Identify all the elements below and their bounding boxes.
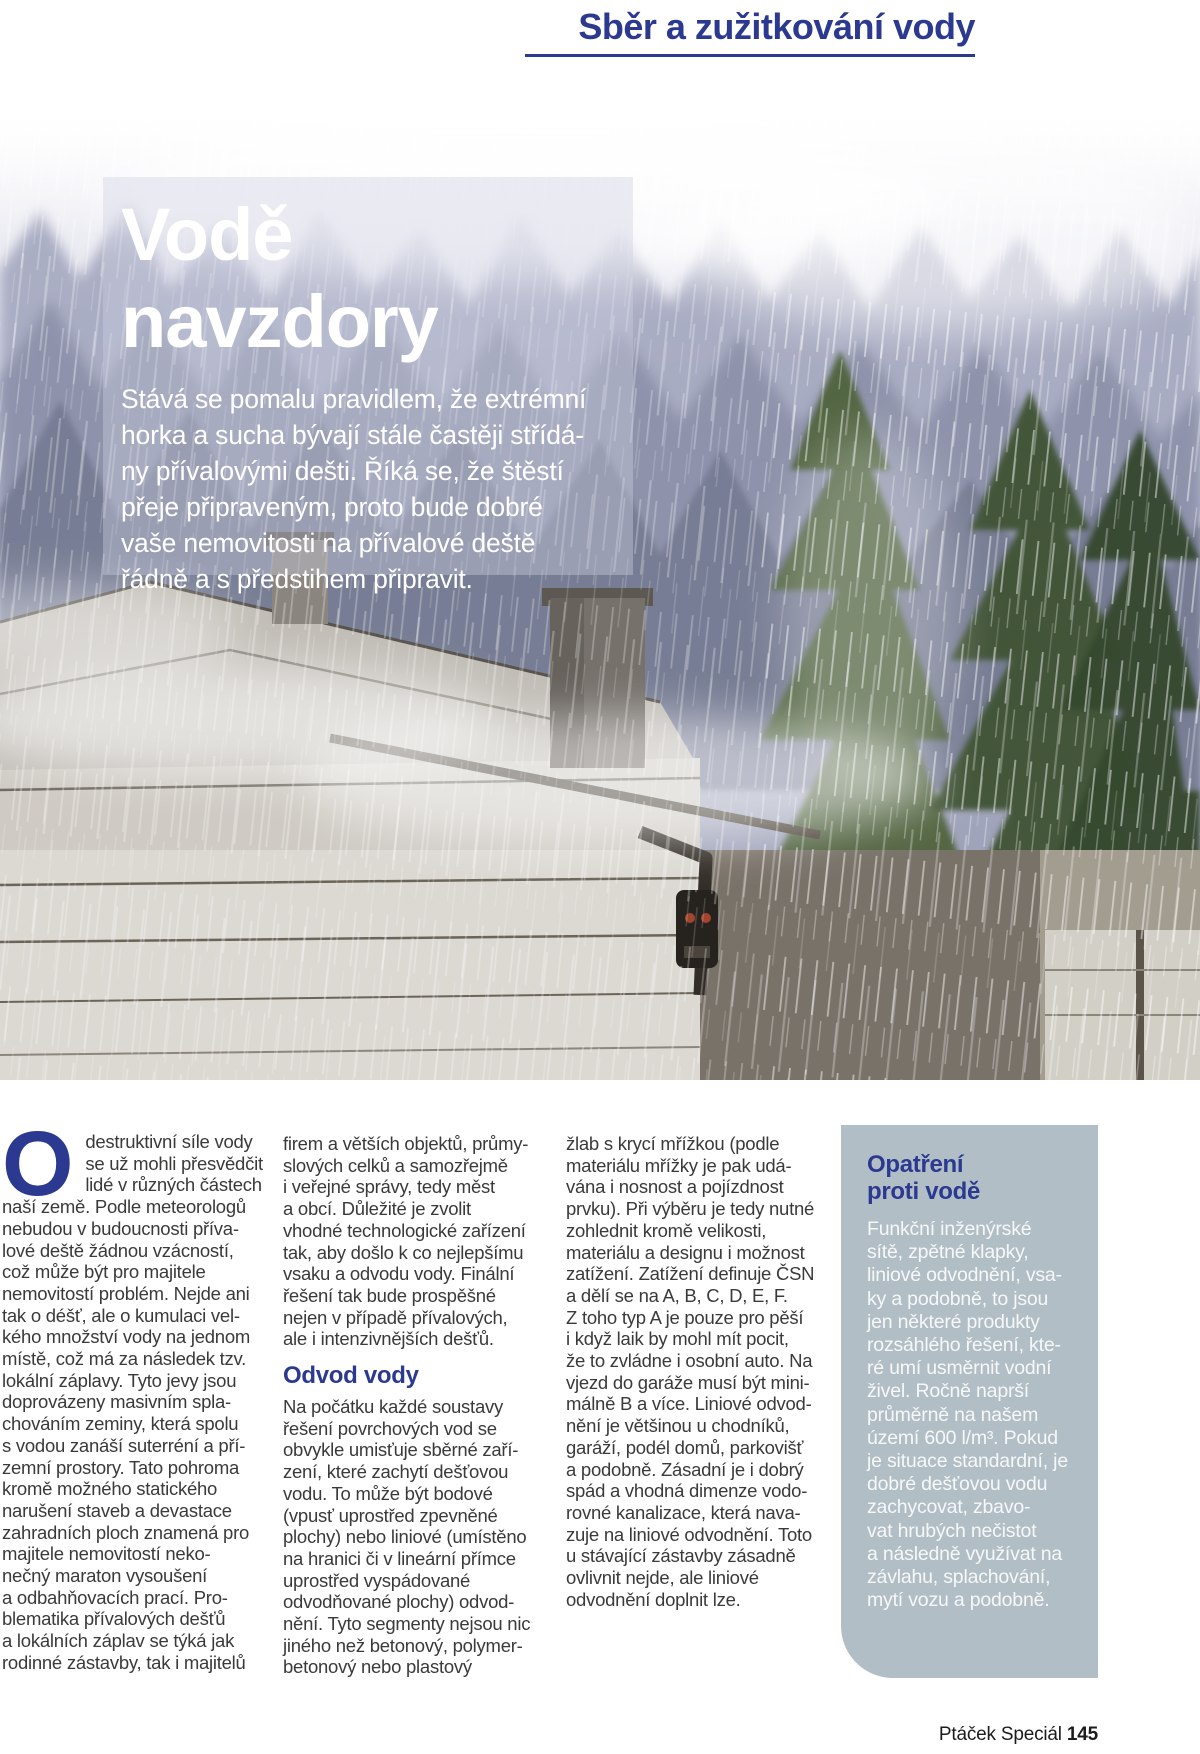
footer-page-number: 145	[1066, 1724, 1098, 1745]
column-3	[566, 1133, 832, 1610]
footer-brand: Ptáček Speciál	[938, 1724, 1062, 1745]
sidebar-heading	[867, 1151, 1098, 1205]
page-footer	[0, 1724, 1098, 1746]
kicker-underline	[525, 54, 975, 57]
kicker-title: Sběr a zužitkování vody	[578, 6, 975, 47]
hero-text-panel	[103, 177, 633, 594]
column-1	[2, 1113, 268, 1674]
article-title-line2: navzdory	[121, 280, 438, 363]
article-title-line1: Vodě	[121, 193, 293, 276]
column-1-text: destruktivní síle vody se už mohli přesvědčit lidé v různých částech naší země. Podle meteorologů nebudou v budoucnosti příva- lové deště žádnou vzácností, což může být pro majitele nemovitostí problém. Nejde ani tak o déšť, ale o kumulaci vel- kého množství vody na jednom místě, což má za následek tzv. lokální záplavy. Tyto jevy jsou doprovázeny masivním spla- chováním zeminy, která spolu s vodou zanáší suterréní a pří- zemní prostory. Tato pohroma kromě možného statického narušení staveb a devastace zahradních ploch znamená pro majitele nemovitostí neko- nečný maraton vysoušení a odbahňovacích prací. Pro- blematika přívalových dešťů a lokálních záplav se týká jak rodinné zástavby, tak i majitelů	[2, 1131, 263, 1673]
subheading-odvod-vody: Odvod vody	[283, 1362, 419, 1390]
dropcap: O	[2, 1113, 74, 1215]
hero-photo	[0, 90, 1200, 1080]
column-2-text-b: Na počátku každé soustavy řešení povrchových vod se obvykle umisťuje sběrné zaří- zení, které zachytí dešťovou vodu. To může být bodové (vpusť uprostřed zpevněné plochy) nebo liniové (umístěno na hranici či v lineární přímce uprostřed vyspádované odvodňované plochy) odvod- nění. Tyto segmenty nejsou nic jiného než betonový, polymer- betonový nebo plastový	[283, 1396, 531, 1678]
sidebar-box	[841, 1125, 1098, 1678]
sidebar-text: Funkční inženýrské sítě, zpětné klapky, liniové odvodnění, vsa- ky a podobně, to jsou jen některé produkty rozsáhlého řešení, kte- ré umí usměrnit vodní živel. Ročně naprší průměrně na našem území 600 l/m³. Pokud je situace standardní, je dobré dešťovou vodu zachycovat, zbavo- vat hrubých nečistot a následně využívat na závlahu, splachování, mytí vozu a podobně.	[867, 1218, 1068, 1612]
column-2	[283, 1133, 549, 1678]
column-3-text: žlab s krycí mřížkou (podle materiálu mřížky je pak udá- vána i nosnost a pojízdnost prvku). Při výběru je tedy nutné zohlednit kromě velikosti, materiálu a designu i možnost zatížení. Zatížení definuje ČSN a dělí se na A, B, C, D, E, F. Z toho typ A je pouze pro pěší i když laik by mohl mít pocit, že to zvládne i osobní auto. Na vjezd do garáže musí být mini- málně B a více. Liniové odvod- nění je většinou u chodníků, garáží, podél domů, parkovišť a podobně. Zásadní je i dobrý spád a vhodná dimenze vodo- rovné kanalizace, která nava- zuje na liniové odvodnění. Toto u stávající zástavby zásadně ovlivnit nejde, ale liniové odvodnění doplnit lze.	[566, 1133, 815, 1610]
sidebar-heading-line1: Opatření	[867, 1151, 964, 1178]
column-2-text-a: firem a větších objektů, průmy- slových celků a samozřejmě i veřejné správy, tedy měst a obcí. Důležité je zvolit vhodné technologické zařízení tak, aby došlo k co nejlepšímu vsaku a odvodu vody. Finální řešení tak bude prospěšné nejen v případě přívalových, ale i intenzivnějších dešťů.	[283, 1133, 529, 1350]
sidebar-heading-line2: proti vodě	[867, 1178, 981, 1205]
article-title	[103, 177, 633, 365]
article-lead: Stává se pomalu pravidlem, že extrémní horka a sucha bývají stále častěji střídá- ny přívalovými dešti. Říká se, že štěstí přeje připraveným, proto bude dobré vaše nemovitosti na přívalové deště řádně a s předstihem připravit.	[121, 384, 587, 594]
